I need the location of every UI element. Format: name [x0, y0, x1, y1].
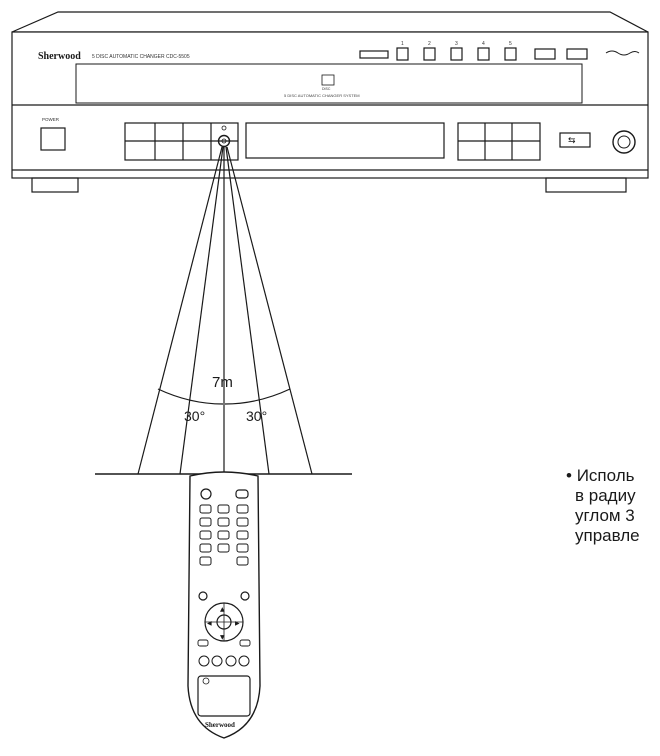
- usage-note-line-3: углом 3: [575, 506, 635, 525]
- nav-right-icon: ▶: [235, 620, 240, 627]
- bullet-icon: •: [566, 466, 572, 485]
- usage-note: [566, 466, 660, 546]
- tray-number: 2: [428, 41, 431, 47]
- tray-number: 5: [509, 41, 512, 47]
- note-text-1: Исполь: [576, 466, 635, 485]
- range-diagram: [95, 147, 352, 476]
- usage-note-line-4: управле: [575, 526, 640, 545]
- angle-arc-right: [225, 389, 290, 404]
- beam-left: [138, 147, 222, 474]
- tray-number: 1: [401, 41, 404, 47]
- tray-number: 4: [482, 41, 485, 47]
- changer-label: 5 DISC AUTOMATIC CHANGER SYSTEM: [284, 93, 360, 98]
- angle-left-label: 30°: [184, 408, 206, 424]
- distance-label: 7m: [212, 374, 233, 391]
- usage-note-line-1: [566, 466, 660, 486]
- nav-left-icon: ◀: [207, 620, 212, 627]
- nav-up-icon: ▲: [220, 606, 225, 613]
- player-model: 5 DISC AUTOMATIC CHANGER CDC-5505: [92, 54, 190, 60]
- cd-player: [12, 12, 648, 192]
- power-label: POWER: [42, 117, 60, 122]
- remote-control: [188, 472, 260, 738]
- player-top-lid: [12, 12, 648, 32]
- remote-nav-pad: [205, 603, 243, 641]
- beam-inner-left: [180, 147, 223, 474]
- nav-down-icon: ▼: [220, 634, 225, 641]
- angle-right-label: 30°: [246, 408, 268, 424]
- foot-left: [32, 178, 78, 192]
- disc-logo-label: DISC: [322, 87, 331, 91]
- beam-right: [227, 147, 312, 474]
- usb-icon: ⇆: [568, 136, 576, 146]
- tray-number: 3: [455, 41, 458, 47]
- usage-note-line-2: в радиу: [575, 486, 636, 505]
- foot-right: [546, 178, 626, 192]
- remote-brand: Sherwood: [205, 721, 235, 729]
- player-brand: Sherwood: [38, 51, 81, 62]
- beam-inner-right: [226, 147, 269, 474]
